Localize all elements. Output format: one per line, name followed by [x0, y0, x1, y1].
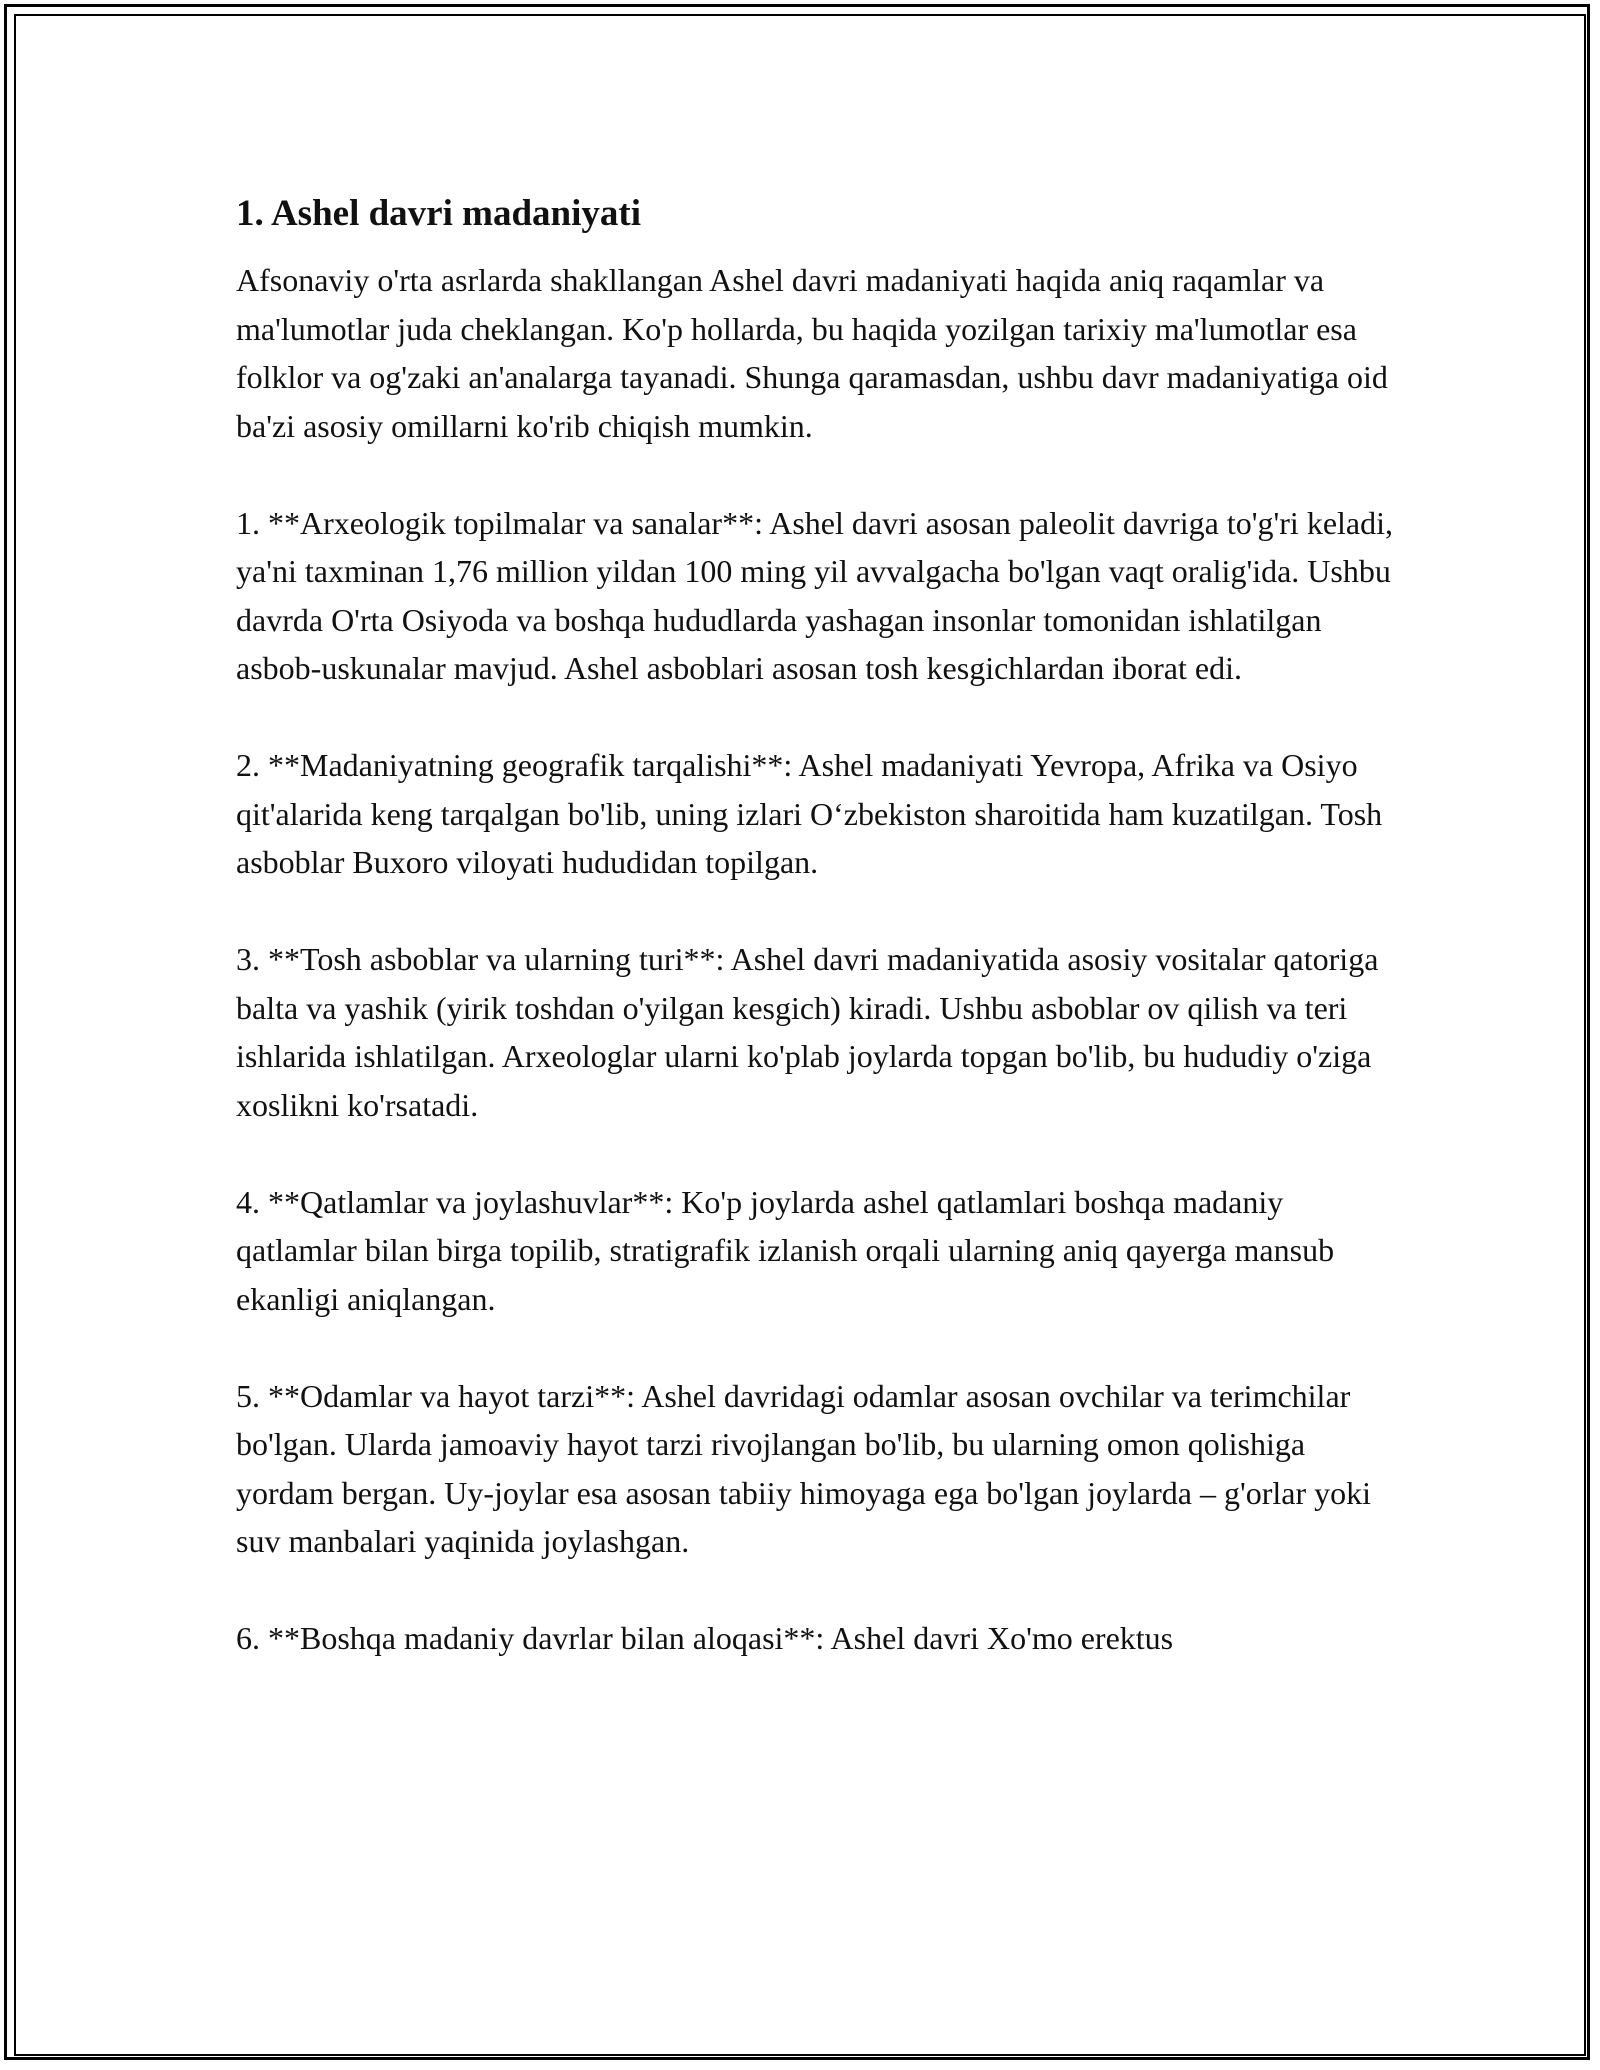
list-item-other-periods: 6. **Boshqa madaniy davrlar bilan aloqasi**: Ashel davri Xo'mo erektus	[236, 1620, 1174, 1656]
intro-paragraph: Afsonaviy o'rta asrlarda shakllangan Ashel davri madaniyati haqida aniq raqamlar va ma'lumotlar juda cheklangan. Ko'p hollarda, bu haqida yozilgan tarixiy ma'lumotlar esa folklor va og'zaki an'analarga tayanadi. Shunga qaramasdan, ushbu davr madaniyatiga oid ba'zi asosiy omillarni ko'rib chiqish mumkin.	[236, 262, 1388, 444]
list-item-people-lifestyle: 5. **Odamlar va hayot tarzi**: Ashel davridagi odamlar asosan ovchilar va terimchilar bo'lgan. Ularda jamoaviy hayot tarzi rivojlangan bo'lib, bu ularning omon qolishiga yordam bergan. Uy-joylar esa asosan tabiiy himoyaga ega bo'lgan joylarda – g'orlar yoki suv manbalari yaqinida joylashgan.	[236, 1377, 1372, 1559]
document-title: 1. Ashel davri madaniyati	[236, 193, 641, 234]
document-body	[236, 188, 1396, 1711]
list-item-stone-tools: 3. **Tosh asboblar va ularning turi**: Ashel davri madaniyatida asosiy vositalar qatoriga balta va yashik (yirik toshdan o'yilgan kesgich) kiradi. Ushbu asboblar ov qilish va teri ishlarida ishlatilgan. Arxeologlar ularni ko'plab joylarda topgan bo'lib, bu hududiy o'ziga xoslikni ko'rsatadi.	[236, 941, 1379, 1123]
list-item-archaeological-finds: 1. **Arxeologik topilmalar va sanalar**: Ashel davri asosan paleolit davriga to'g'ri keladi, ya'ni taxminan 1,76 million yildan 100 ming yil avvalgacha bo'lgan vaqt oralig'ida. Ushbu davrda O'rta Osiyoda va boshqa hududlarda yashagan insonlar tomonidan ishlatilgan asbob-uskunalar mavjud. Ashel asboblari asosan tosh kesgichlardan iborat edi.	[236, 504, 1393, 686]
list-item-layers-locations: 4. **Qatlamlar va joylashuvlar**: Ko'p joylarda ashel qatlamlari boshqa madaniy qatlamlar bilan birga topilib, stratigrafik izlanish orqali ularning aniq qayerga mansub ekanligi aniqlangan.	[236, 1183, 1335, 1317]
list-item-geographic-spread: 2. **Madaniyatning geografik tarqalishi**: Ashel madaniyati Yevropa, Afrika va Osiyo qit'alarida keng tarqalgan bo'lib, uning izlari O‘zbekiston sharoitida ham kuzatilgan. Tosh asboblar Buxoro viloyati hududidan topilgan.	[236, 747, 1383, 880]
